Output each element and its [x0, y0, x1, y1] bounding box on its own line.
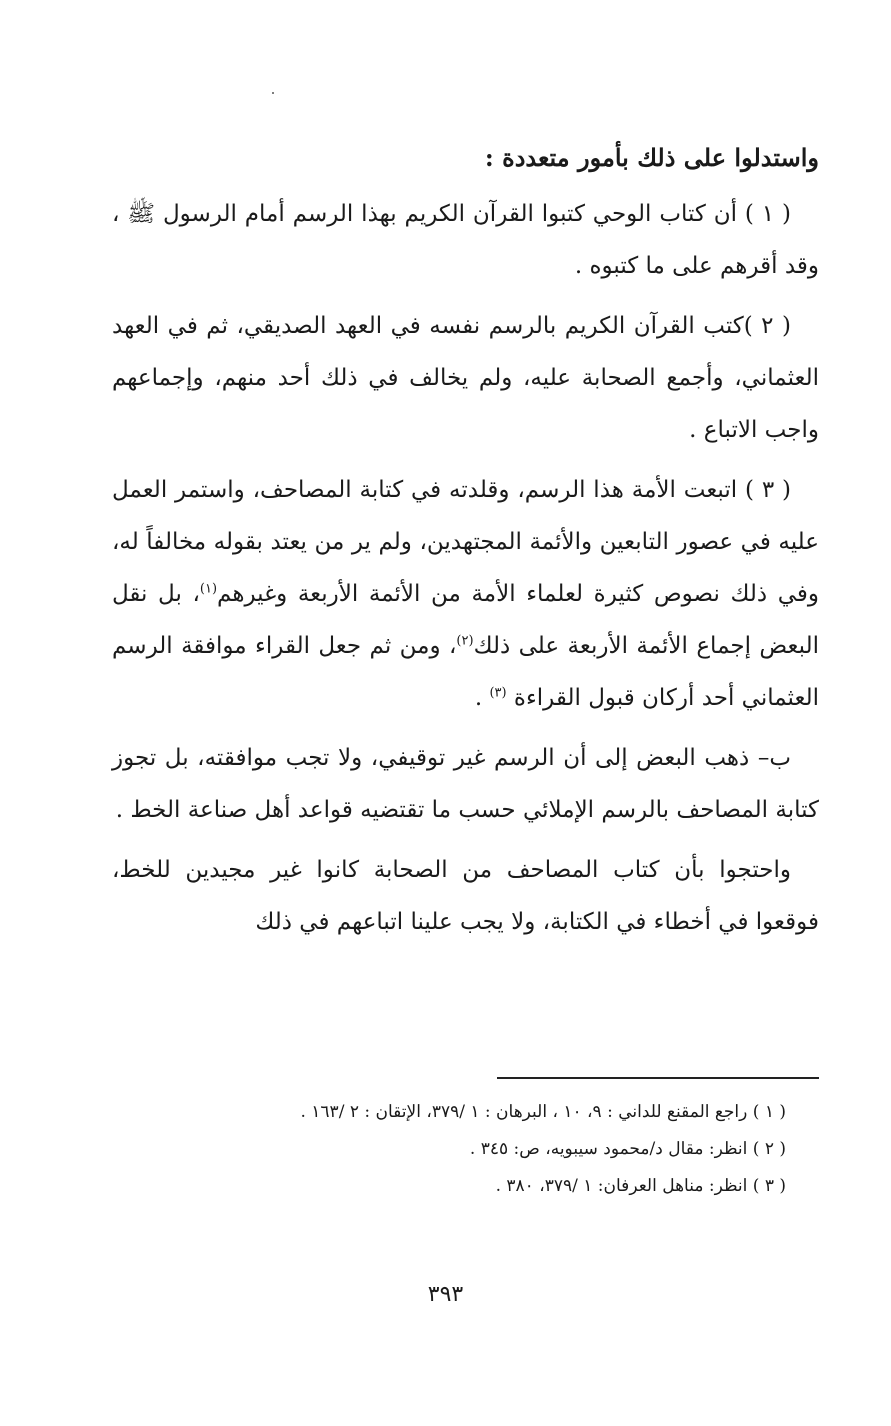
footnotes [112, 1094, 786, 1205]
footnote-3: ( ٣ ) انظر: مناهل العرفان: ١ /٣٧٩، ٣٨٠ . [495, 1176, 786, 1196]
paragraph-3-text-b: ، بل نقل البعض إجماع الأئمة الأربعة على ذلك [112, 581, 819, 659]
footnote-1: ( ١ ) راجع المقنع للداني : ٩، ١٠ ، البرهان : ١ /٣٧٩، الإتقان : ٢ /١٦٣ . [300, 1102, 786, 1122]
paragraph-3-text-c: ، ومن ثم جعل القراء موافقة الرسم العثماني أحد أركان قبول القراءة [112, 633, 819, 711]
page-number: ٣٩٣ [427, 1282, 464, 1307]
footnote-ref-1: (١) [199, 581, 218, 597]
footnote-2: ( ٢ ) انظر: مقال د/محمود سيبويه، ص: ٣٤٥ . [469, 1139, 786, 1159]
footnote-separator [497, 1077, 819, 1079]
paragraph-3 [112, 464, 819, 724]
paragraph-3-text-d: . [474, 685, 490, 711]
paragraph-3-text-a: ( ٣ ) اتبعت الأمة هذا الرسم، وقلدته في كتابة المصاحف، واستمر العمل عليه في عصور التابعين والأئمة المجتهدين، ولم ير من يعتد بقوله مخالفاً له، وفي ذلك نصوص كثيرة لعلماء الأمة من الأئمة الأربعة وغيرهم [112, 477, 819, 607]
footnote-ref-2: (٢) [456, 633, 474, 649]
paragraph-1: ( ١ ) أن كتاب الوحي كتبوا القرآن الكريم بهذا الرسم أمام الرسول ﷺ ، وقد أقرهم على ما كتبوه . [112, 201, 819, 279]
paragraph-4: ب– ذهب البعض إلى أن الرسم غير توقيفي، ولا تجب موافقته، بل تجوز كتابة المصاحف بالرسم الإملائي حسب ما تقتضيه قواعد أهل صناعة الخط . [112, 745, 819, 823]
print-speck [272, 92, 274, 94]
paragraph-5: واحتجوا بأن كتاب المصاحف من الصحابة كانوا غير مجيدين للخط، فوقعوا في أخطاء في الكتابة، ولا يجب علينا اتباعهم في ذلك [112, 857, 819, 935]
footnote-ref-3: (٣) [489, 685, 507, 701]
paragraph-2: ( ٢ )كتب القرآن الكريم بالرسم نفسه في العهد الصديقي، ثم في العهد العثماني، وأجمع الصحابة عليه، ولم يخالف في ذلك أحد منهم، وإجماعهم واجب الاتباع . [112, 313, 819, 443]
section-heading: واستدلوا على ذلك بأمور متعددة : [484, 143, 819, 172]
main-text [112, 132, 819, 948]
